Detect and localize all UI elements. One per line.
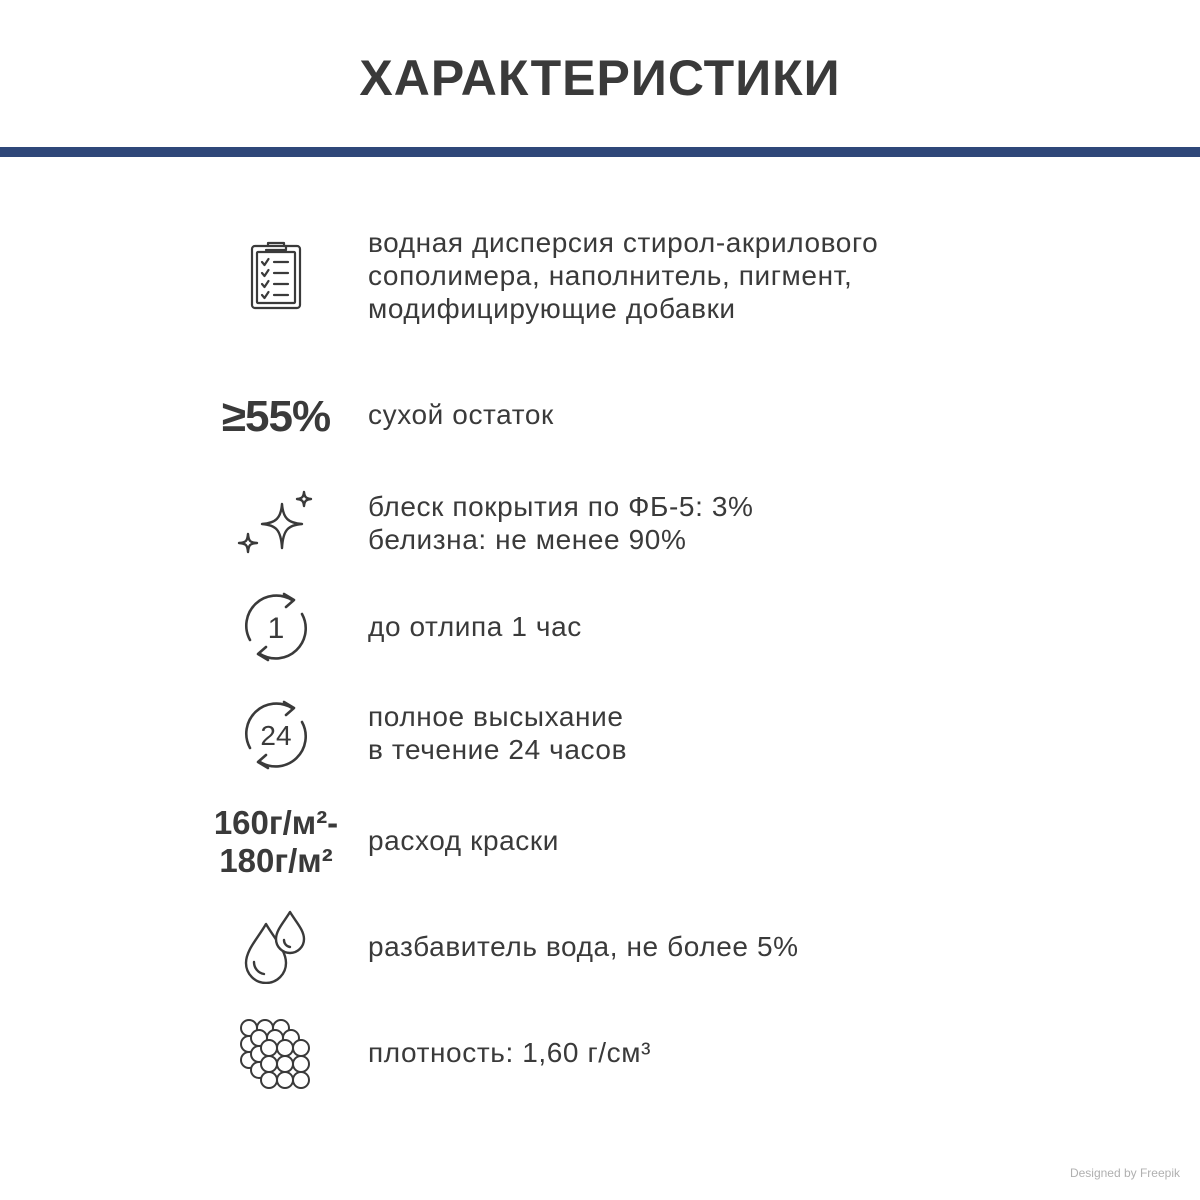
header-divider — [0, 147, 1200, 157]
cycle-24-label: 24 — [260, 720, 292, 751]
spec-line: расход краски — [368, 825, 559, 856]
spec-line: в течение 24 часов — [368, 734, 628, 765]
cycle-24-icon — [200, 698, 352, 772]
spec-text — [368, 610, 1068, 643]
consumption-badge-line: 180г/м² — [219, 842, 333, 879]
cycle-1-icon — [200, 590, 352, 664]
dry-residue-badge-wrap — [200, 390, 352, 444]
spec-text — [368, 824, 1068, 857]
spec-line: модифицирующие добавки — [368, 293, 736, 324]
spec-line: полное высыхание — [368, 701, 624, 732]
spec-line: белизна: не менее 90% — [368, 524, 687, 555]
spec-text — [368, 490, 1068, 556]
spec-line: сухой остаток — [368, 399, 554, 430]
spec-text — [368, 226, 1068, 325]
spec-line: плотность: 1,60 г/см³ — [368, 1037, 652, 1068]
spec-text — [368, 700, 1068, 766]
water-drops-icon — [200, 908, 352, 984]
spec-line: разбавитель вода, не более 5% — [368, 931, 799, 962]
dry-residue-badge: ≥55% — [221, 392, 331, 441]
consumption-badge-line: 160г/м²- — [213, 804, 339, 841]
spec-line: блеск покрытия по ФБ-5: 3% — [368, 491, 754, 522]
spec-text — [368, 930, 1068, 963]
consumption-badge-wrap — [200, 804, 352, 880]
sparkle-icon — [200, 490, 352, 562]
page-title: ХАРАКТЕРИСТИКИ — [359, 50, 841, 106]
spec-text — [368, 398, 1068, 431]
spheres-stack-icon — [200, 1012, 352, 1094]
cycle-1-label: 1 — [267, 612, 285, 645]
spec-line: сополимера, наполнитель, пигмент, — [368, 260, 853, 291]
spec-line: до отлипа 1 час — [368, 611, 582, 642]
consumption-badge — [200, 804, 352, 880]
freepik-credit: Designed by Freepik — [1069, 1166, 1180, 1180]
clipboard-checklist-icon — [200, 240, 352, 312]
spec-text — [368, 1036, 1068, 1069]
spec-line: водная дисперсия стирол-акрилового — [368, 227, 879, 258]
